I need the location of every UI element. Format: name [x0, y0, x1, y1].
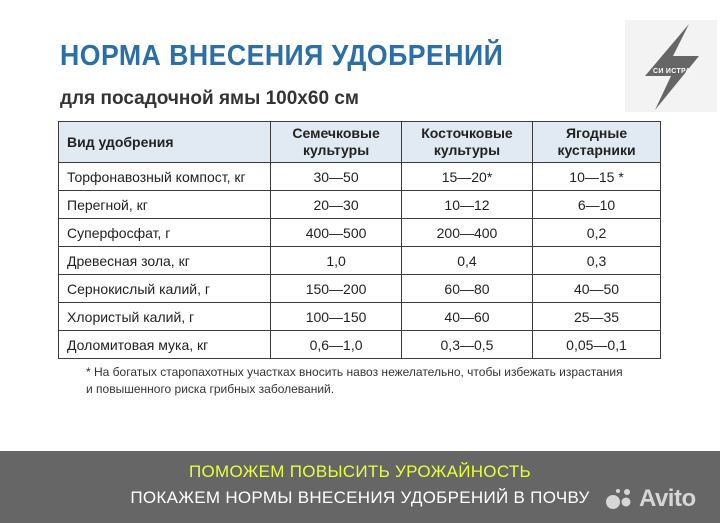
table-row	[59, 247, 661, 275]
footnote-line: и повышенного риска грибных заболеваний.	[86, 382, 335, 396]
table-cell: Сернокислый калий, г	[59, 275, 271, 303]
table-cell: 150—200	[271, 275, 402, 303]
table-cell: 0,2	[533, 219, 661, 247]
lightning-bolt-icon	[625, 20, 717, 112]
table-row	[59, 275, 661, 303]
column-header-label: культуры	[302, 142, 370, 158]
table-cell: 0,3	[533, 247, 661, 275]
table-cell: 60—80	[401, 275, 532, 303]
table-cell: 0,4	[401, 247, 532, 275]
avito-dots-icon	[605, 488, 635, 510]
table-cell: 1,0	[271, 247, 402, 275]
table-row	[59, 303, 661, 331]
brand-logo	[625, 20, 717, 112]
table-cell: Доломитовая мука, кг	[59, 331, 271, 359]
table-cell: 10—15 *	[533, 163, 661, 191]
promo-banner	[0, 451, 720, 523]
column-header-label: Вид удобрения	[67, 133, 174, 150]
banner-headline: ПОМОЖЕМ ПОВЫСИТЬ УРОЖАЙНОСТЬ	[189, 462, 531, 481]
table-cell: 25—35	[533, 303, 661, 331]
column-header	[271, 122, 402, 163]
column-header-label: кустарники	[557, 142, 636, 158]
page-subtitle: для посадочной ямы 100х60 см	[60, 88, 359, 109]
table-cell: Торфонавозный компост, кг	[59, 163, 271, 191]
column-header	[533, 122, 661, 163]
table-cell: 40—60	[401, 303, 532, 331]
table-cell: 30—50	[271, 163, 402, 191]
footnote	[86, 364, 656, 398]
table-cell: 400—500	[271, 219, 402, 247]
column-header-label: культуры	[433, 142, 501, 158]
logo-text: СИ ИСТРА	[653, 68, 691, 75]
table-cell: 0,3—0,5	[401, 331, 532, 359]
table-cell: 20—30	[271, 191, 402, 219]
table-cell: 100—150	[271, 303, 402, 331]
table-header-row	[59, 122, 661, 163]
table-row	[59, 191, 661, 219]
table-cell: Перегной, кг	[59, 191, 271, 219]
table-row	[59, 219, 661, 247]
column-header-label: Семечковые	[292, 125, 380, 141]
column-header-label: Косточковые	[421, 125, 513, 141]
table-row	[59, 163, 661, 191]
table-cell: Хлористый калий, г	[59, 303, 271, 331]
table-cell: 200—400	[401, 219, 532, 247]
table-cell: Суперфосфат, г	[59, 219, 271, 247]
banner-subline: ПОКАЖЕМ НОРМЫ ВНЕСЕНИЯ УДОБРЕНИЙ В ПОЧВУ	[130, 488, 590, 507]
avito-wordmark: Avito	[639, 485, 696, 512]
table-cell: 15—20*	[401, 163, 532, 191]
footnote-line: * На богатых старопахотных участках вносить навоз нежелательно, чтобы избежать израстания	[86, 365, 623, 379]
table-cell: 6—10	[533, 191, 661, 219]
column-header-label: Ягодные	[565, 125, 628, 141]
table-cell: 40—50	[533, 275, 661, 303]
table-cell: Древесная зола, кг	[59, 247, 271, 275]
page-title: НОРМА ВНЕСЕНИЯ УДОБРЕНИЙ	[60, 40, 504, 72]
fertilizer-table	[58, 121, 661, 359]
column-header	[401, 122, 532, 163]
table-cell: 10—12	[401, 191, 532, 219]
table-cell: 0,6—1,0	[271, 331, 402, 359]
table-cell: 0,05—0,1	[533, 331, 661, 359]
column-header	[59, 122, 271, 163]
table-row	[59, 331, 661, 359]
